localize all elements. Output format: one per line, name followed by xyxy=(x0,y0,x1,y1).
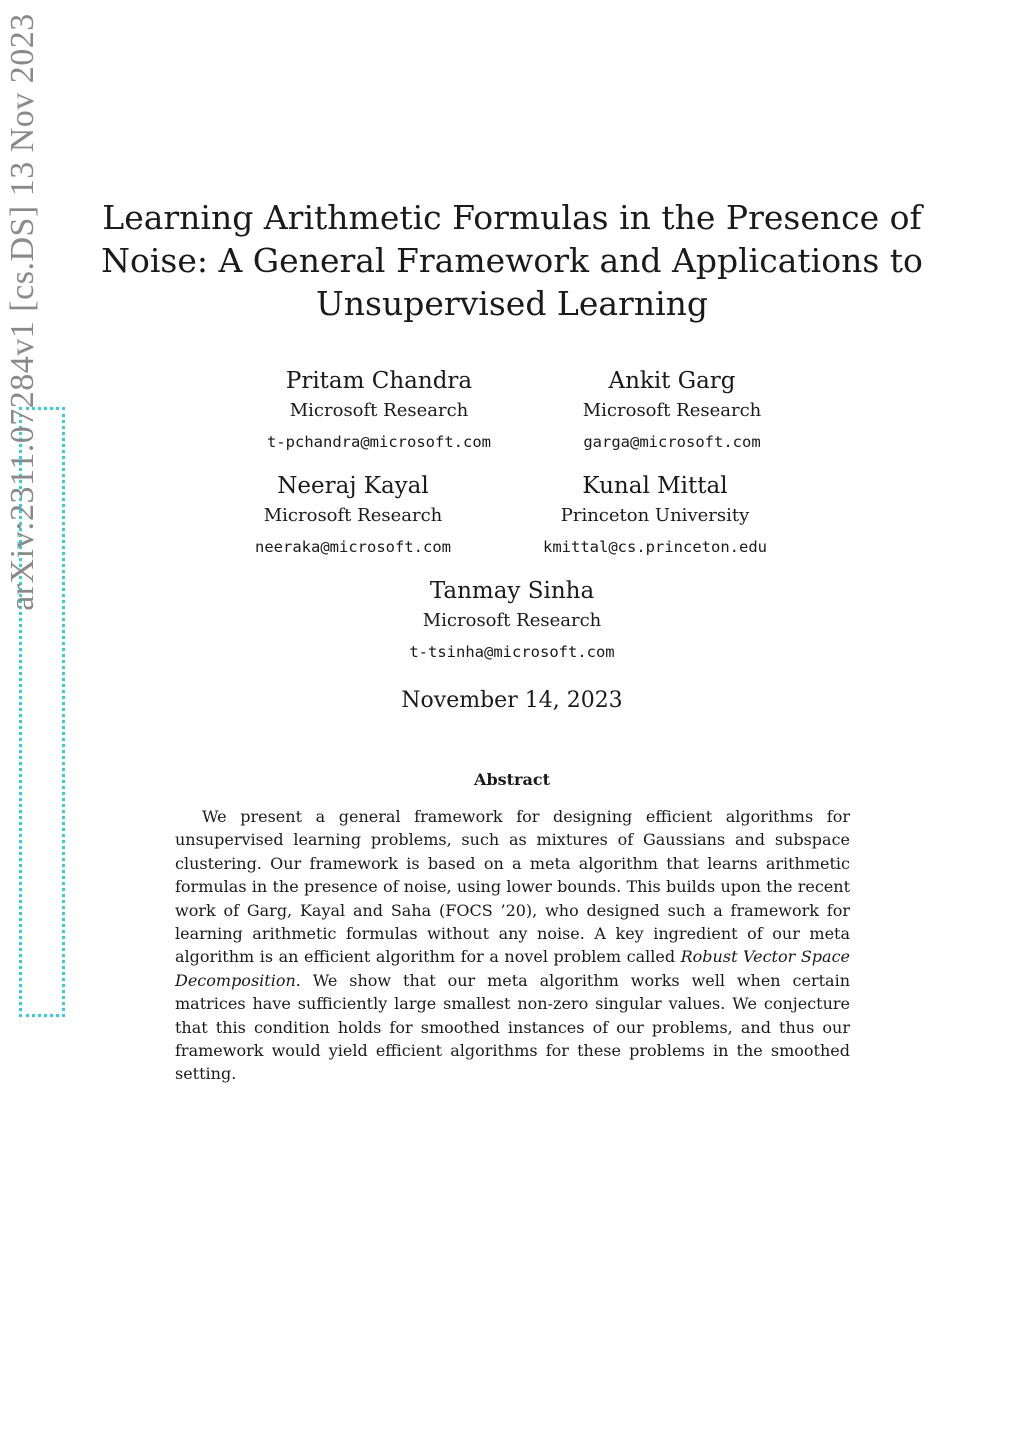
author-affiliation: Microsoft Research xyxy=(289,400,469,421)
author-block xyxy=(485,471,825,559)
abstract-text-part: . We show that our meta algorithm works well when certain matrices have sufficiently large smallest non-zero singular values. We conjecture that this condition holds for smoothed instances of our problems, and thus our framework would yield efficient algorithms for these problems in the smoothed setting. xyxy=(175,970,850,1084)
abstract-text-part: We present a general framework for designing efficient algorithms for unsupervised learning problems, such as mixtures of Gaussians and subspace clustering. Our framework is based on a meta algorithm that learns arithmetic formulas in the presence of noise, using lower bounds. This builds upon the recent work of Garg, Kayal and Saha (FOCS ’20), who designed such a framework for learning arithmetic formulas without any noise. A key ingredient of our meta algorithm is an efficient algorithm for a novel problem called xyxy=(175,807,850,967)
author-email: neeraka@microsoft.com xyxy=(255,538,451,556)
author-name: Tanmay Sinha xyxy=(429,578,595,604)
author-block xyxy=(502,366,842,454)
author-block xyxy=(342,576,682,664)
author-affiliation: Princeton University xyxy=(560,505,750,526)
author-name: Kunal Mittal xyxy=(582,473,728,499)
author-affiliation: Microsoft Research xyxy=(422,610,602,631)
author-email: t-pchandra@microsoft.com xyxy=(267,433,491,451)
author-block xyxy=(209,366,549,454)
abstract-text xyxy=(175,805,850,1086)
author-email: t-tsinha@microsoft.com xyxy=(409,643,615,661)
abstract-heading: Abstract xyxy=(474,770,550,789)
arxiv-id: arXiv:2311.07284v1 [cs.DS] 13 Nov 2023 xyxy=(4,13,41,611)
publication-date: November 14, 2023 xyxy=(401,688,623,713)
author-affiliation: Microsoft Research xyxy=(263,505,443,526)
author-name: Ankit Garg xyxy=(608,368,736,394)
author-block xyxy=(183,471,523,559)
author-email: garga@microsoft.com xyxy=(583,433,761,451)
abstract-emphasis: Robust Vector Space Decomposition xyxy=(175,947,850,990)
paper-title: Learning Arithmetic Formulas in the Presence of Noise: A General Framework and Applications to Unsupervised Learning xyxy=(101,198,923,323)
author-email: kmittal@cs.princeton.edu xyxy=(543,538,767,556)
author-name: Neeraj Kayal xyxy=(277,473,429,499)
author-name: Pritam Chandra xyxy=(285,368,473,394)
author-affiliation: Microsoft Research xyxy=(582,400,762,421)
